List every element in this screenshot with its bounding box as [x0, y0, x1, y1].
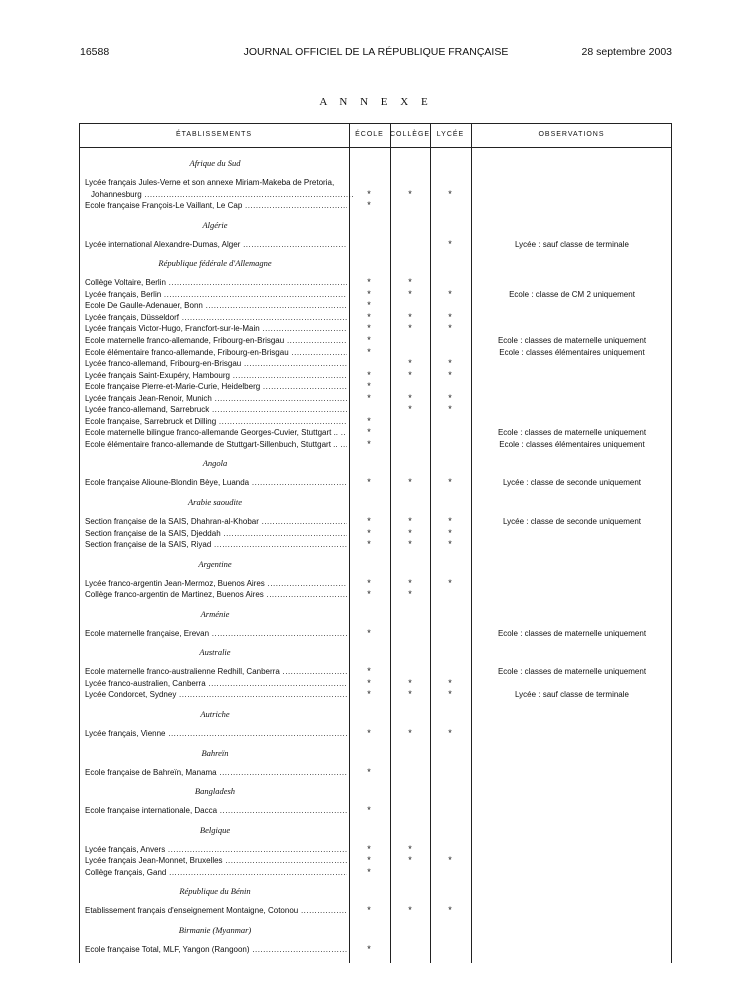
establishment-name: Lycée français Jules-Verne et son annexe Miriam-Makeba de Pretoria,: [85, 178, 335, 187]
establishment-name: Collège franco-argentin de Martinez, Buenos Aires .....: [85, 589, 347, 600]
ecole-mark: *: [367, 627, 371, 638]
college-mark: *: [408, 527, 412, 538]
ecole-mark: *: [367, 689, 371, 700]
section-heading: Arménie: [200, 608, 230, 619]
table-row: [79, 628, 672, 639]
college-mark: *: [408, 539, 412, 550]
college-mark: *: [408, 843, 412, 854]
college-mark: *: [408, 404, 412, 415]
publication-date: 28 septembre 2003: [581, 46, 672, 58]
lycee-mark: *: [448, 855, 452, 866]
college-mark: *: [408, 288, 412, 299]
table-row: [79, 300, 672, 311]
table-row: [79, 427, 672, 438]
ecole-mark: *: [367, 334, 371, 345]
establishment-name: Ecole maternelle franco-australienne Redhill, Canberra .....: [85, 666, 347, 677]
college-mark: *: [408, 589, 412, 600]
college-mark: *: [408, 905, 412, 916]
establishment-name: Ecole française internationale, Dacca .....: [85, 805, 347, 816]
college-mark: *: [408, 677, 412, 688]
ecole-mark: *: [367, 943, 371, 954]
lycee-mark: *: [448, 539, 452, 550]
table-row: [79, 323, 672, 334]
lycee-mark: *: [448, 516, 452, 526]
college-mark: *: [408, 369, 412, 380]
ecole-mark: *: [367, 427, 371, 438]
ecole-mark: *: [367, 805, 371, 816]
table-row: [79, 589, 672, 600]
lycee-mark: *: [448, 727, 452, 738]
ecole-mark: *: [367, 477, 371, 488]
observation: Lycée : classe de seconde uniquement: [502, 517, 641, 526]
ecole-mark: *: [367, 727, 371, 738]
establishment-name: Lycée français Jean-Renoir, Munich .....: [85, 393, 347, 404]
lycee-mark: *: [448, 358, 452, 369]
lycee-mark: *: [448, 577, 452, 588]
table-row: [79, 578, 672, 589]
establishment-name: Lycée français Saint-Exupéry, Hambourg .....: [85, 370, 347, 381]
ecole-mark: *: [367, 188, 371, 199]
establishment-name: Ecole maternelle bilingue franco-allemande Georges-Cuvier, Stuttgart .. .....: [85, 427, 347, 438]
section-heading: Autriche: [200, 708, 230, 719]
table-row: [79, 689, 672, 700]
table-row: [79, 539, 672, 550]
ecole-mark: *: [367, 855, 371, 866]
section-heading: Afrique du Sud: [189, 158, 241, 168]
table-row: [79, 728, 672, 739]
establishment-name: Etablissement français d'enseignement Montaigne, Cotonou .....: [85, 905, 347, 916]
table-row: [79, 867, 672, 878]
table-row: [79, 477, 672, 488]
ecole-mark: *: [367, 300, 371, 311]
column-header-college: COLLÈGE: [390, 131, 431, 138]
establishment-name: Ecole De Gaulle-Adenauer, Bonn .....: [85, 300, 347, 311]
table-row: [79, 289, 672, 300]
section-heading: Argentine: [198, 558, 232, 569]
ecole-mark: *: [367, 866, 371, 877]
ecole-mark: *: [367, 323, 371, 334]
establishment-name: Lycée franco-australien, Canberra .....: [85, 678, 347, 689]
ecole-mark: *: [367, 589, 371, 600]
table-row: [79, 678, 672, 689]
college-mark: *: [408, 392, 412, 403]
table-row: [79, 370, 672, 381]
establishment-name-cont: Johannesburg .....: [91, 189, 353, 200]
college-mark: *: [408, 277, 412, 288]
observation: Ecole : classes de maternelle uniquement: [497, 628, 647, 638]
table-row: [79, 944, 672, 955]
establishment-name: Ecole française, Sarrebruck et Dilling .....: [85, 416, 347, 427]
section-heading: Australie: [199, 647, 231, 658]
lycee-mark: *: [448, 369, 452, 380]
table-row: [79, 516, 672, 527]
table-row: [79, 358, 672, 369]
establishment-name: Lycée international Alexandre-Dumas, Alger .....: [85, 239, 347, 250]
ecole-mark: *: [367, 577, 371, 588]
establishment-name: Section française de la SAIS, Dhahran-al-Khobar .....: [85, 516, 347, 527]
column-header-lycee: LYCÉE: [436, 131, 465, 138]
observation: Ecole : classes élémentaires uniquement: [499, 439, 645, 449]
establishment-name: Lycée franco-allemand, Sarrebruck .....: [85, 404, 347, 415]
table-row: [79, 905, 672, 916]
establishment-name: Lycée français Jean-Monnet, Bruxelles .....: [85, 855, 347, 866]
establishment-name: Ecole française Alioune-Blondin Bèye, Luanda .....: [85, 477, 347, 488]
establishment-name: Lycée Condorcet, Sydney .....: [85, 689, 347, 700]
ecole-mark: *: [367, 200, 371, 211]
college-mark: *: [408, 311, 412, 322]
establishment-name: Ecole maternelle franco-allemande, Fribourg-en-Brisgau .....: [85, 335, 347, 346]
section-heading: Birmanie (Myanmar): [178, 924, 252, 935]
table-row: [79, 767, 672, 778]
college-mark: *: [408, 855, 412, 866]
ecole-mark: *: [367, 539, 371, 550]
college-mark: *: [408, 727, 412, 738]
observation: Lycée : classe de seconde uniquement: [502, 478, 641, 488]
establishment-name: Section française de la SAIS, Riyad .....: [85, 539, 347, 550]
column-header-observations: OBSERVATIONS: [538, 131, 605, 138]
table-row: [79, 416, 672, 427]
observation: Ecole : classe de CM 2 uniquement: [509, 289, 635, 299]
lycee-mark: *: [448, 288, 452, 299]
table-row: [79, 239, 672, 250]
ecole-mark: *: [367, 666, 371, 677]
lycee-mark: *: [448, 188, 452, 199]
college-mark: *: [408, 516, 412, 526]
lycee-mark: *: [448, 404, 452, 415]
college-mark: *: [408, 477, 412, 488]
journal-title: JOURNAL OFFICIEL DE LA RÉPUBLIQUE FRANÇAISE: [243, 46, 509, 58]
lycee-mark: *: [448, 477, 452, 488]
lycee-mark: *: [448, 392, 452, 403]
ecole-mark: *: [367, 277, 371, 288]
establishment-name: Ecole française de Bahreïn, Manama .....: [85, 767, 347, 778]
establishment-name: Ecole élémentaire franco-allemande, Fribourg-en-Brisgau .....: [85, 347, 347, 358]
establishment-name: Collège français, Gand .....: [85, 867, 347, 878]
annexe-title: A N N E X E: [319, 96, 433, 108]
table-row: [79, 200, 672, 211]
ecole-mark: *: [367, 438, 371, 449]
section-heading: Arabie saoudite: [187, 497, 243, 507]
college-mark: *: [408, 188, 412, 199]
table-row: [79, 277, 672, 288]
lycee-mark: *: [448, 905, 452, 916]
lycee-mark: *: [448, 311, 452, 322]
page-number: 16588: [80, 46, 110, 58]
observation: Lycée : sauf classe de terminale: [515, 239, 629, 249]
header-divider: [79, 147, 672, 148]
college-mark: *: [408, 323, 412, 334]
observation: Lycée : sauf classe de terminale: [515, 690, 629, 700]
section-heading: République du Bénin: [179, 886, 251, 897]
ecole-mark: *: [367, 516, 371, 526]
ecole-mark: *: [367, 288, 371, 299]
ecole-mark: *: [367, 527, 371, 538]
table-row: [79, 393, 672, 404]
ecole-mark: *: [367, 392, 371, 403]
establishment-name: Ecole maternelle française, Erevan .....: [85, 628, 347, 639]
table-row: [79, 335, 672, 346]
ecole-mark: *: [367, 905, 371, 916]
establishments-table: [79, 123, 672, 963]
table-row: [79, 666, 672, 677]
section-heading: République fédérale d'Allemagne: [158, 258, 272, 269]
observation: Ecole : classes de maternelle uniquement: [497, 667, 647, 677]
college-mark: *: [408, 689, 412, 700]
lycee-mark: *: [448, 677, 452, 688]
establishment-name: Lycée franco-argentin Jean-Mermoz, Buenos Aires .....: [85, 578, 347, 589]
establishment-name: Collège Voltaire, Berlin .....: [85, 277, 347, 288]
table-row: [79, 381, 672, 392]
table-row: [79, 528, 672, 539]
college-mark: *: [408, 577, 412, 588]
establishment-name: Section française de la SAIS, Djeddah .....: [85, 528, 347, 539]
observation: Ecole : classes de maternelle uniquement: [497, 335, 647, 345]
ecole-mark: *: [367, 677, 371, 688]
table-row: [79, 404, 672, 415]
column-header-etablissements: ÉTABLISSEMENTS: [175, 131, 253, 138]
establishment-name: Lycée français, Düsseldorf .....: [85, 312, 347, 323]
establishment-name: Lycée franco-allemand, Fribourg-en-Brisgau .....: [85, 358, 347, 369]
column-header-ecole: ÉCOLE: [355, 131, 384, 138]
establishment-name: Lycée français Victor-Hugo, Francfort-sur-le-Main .....: [85, 323, 347, 334]
ecole-mark: *: [367, 346, 371, 357]
lycee-mark: *: [448, 527, 452, 538]
observation: Ecole : classes élémentaires uniquement: [499, 347, 645, 357]
ecole-mark: *: [367, 415, 371, 426]
college-mark: *: [408, 358, 412, 369]
ecole-mark: *: [367, 766, 371, 777]
establishment-name: Ecole française Total, MLF, Yangon (Rangoon) .....: [85, 944, 347, 955]
ecole-mark: *: [367, 311, 371, 322]
ecole-mark: *: [367, 381, 371, 392]
section-heading: Algérie: [202, 219, 228, 230]
establishment-name: Lycée français, Vienne .....: [85, 728, 347, 739]
establishment-name: Lycée français, Anvers .....: [85, 844, 347, 855]
section-heading: Belgique: [199, 824, 231, 835]
table-row: [79, 844, 672, 855]
section-heading: Angola: [202, 458, 228, 469]
ecole-mark: *: [367, 843, 371, 854]
establishment-name: Ecole élémentaire franco-allemande de Stuttgart-Sillenbuch, Stuttgart .. .....: [85, 439, 347, 450]
section-heading: Bangladesh: [194, 786, 236, 797]
table-row: [79, 347, 672, 358]
observation: Ecole : classes de maternelle uniquement: [497, 428, 647, 438]
table-row: [79, 177, 672, 199]
section-heading: Bahreïn: [201, 747, 229, 758]
table-row: [79, 805, 672, 816]
establishment-name: Ecole française François-Le Vaillant, Le Cap .....: [85, 200, 347, 211]
establishment-name: Lycée français, Berlin .....: [85, 289, 347, 300]
table-row: [79, 312, 672, 323]
establishment-name: Ecole française Pierre-et-Marie-Curie, Heidelberg .....: [85, 381, 347, 392]
table-row: [79, 855, 672, 866]
lycee-mark: *: [448, 689, 452, 700]
lycee-mark: *: [448, 238, 452, 249]
lycee-mark: *: [448, 323, 452, 334]
table-row: [79, 439, 672, 450]
ecole-mark: *: [367, 369, 371, 380]
